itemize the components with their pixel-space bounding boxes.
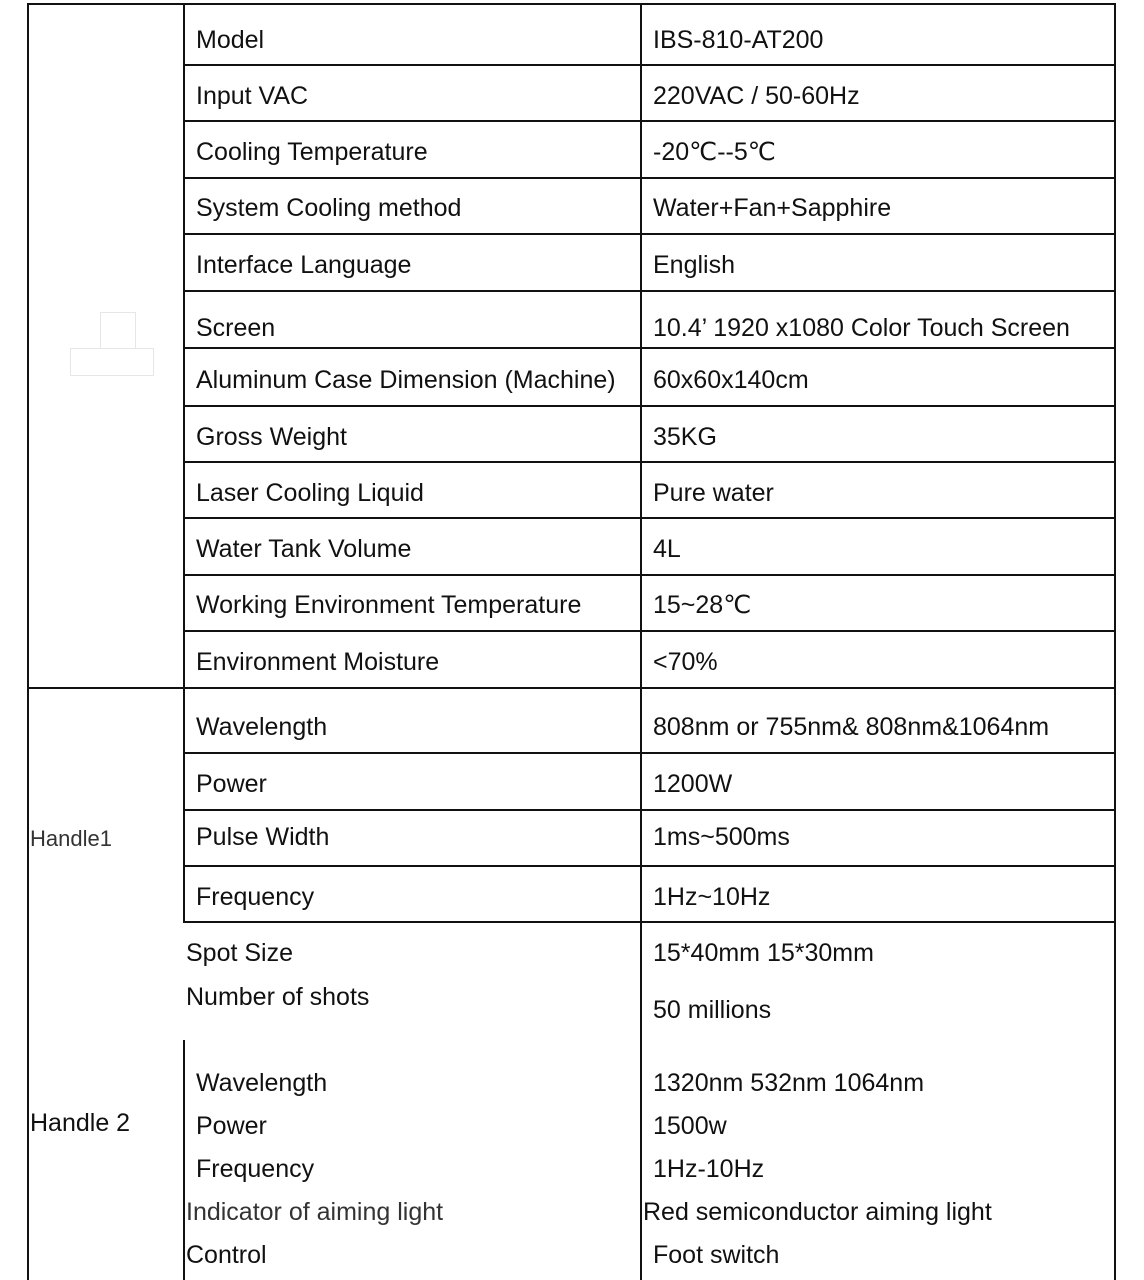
row-value: 35KG	[653, 423, 717, 451]
row-label: System Cooling method	[196, 194, 462, 222]
row-label: Working Environment Temperature	[196, 591, 582, 619]
row-label: Wavelength	[196, 713, 328, 741]
row-label: Pulse Width	[196, 823, 330, 851]
row-value: 1Hz~10Hz	[653, 883, 771, 911]
row-value: IBS-810-AT200	[653, 26, 824, 54]
row-label: Frequency	[196, 883, 315, 911]
row-divider	[183, 809, 1116, 811]
value-column-left-border	[640, 3, 642, 1280]
row-divider	[183, 233, 1116, 235]
row-label: Power	[196, 1112, 267, 1140]
row-value: 50 millions	[653, 996, 772, 1024]
handle1-label: Handle1	[30, 826, 112, 851]
row-divider	[183, 517, 1116, 519]
row-label: Environment Moisture	[196, 648, 440, 676]
row-value: 1500w	[653, 1112, 727, 1140]
row-divider	[183, 177, 1116, 179]
row-divider	[183, 865, 1116, 867]
row-divider	[183, 461, 1116, 463]
row-value: Water+Fan+Sapphire	[653, 194, 892, 222]
row-value: <70%	[653, 648, 718, 676]
row-label: Wavelength	[196, 1069, 328, 1097]
row-label: Laser Cooling Liquid	[196, 479, 424, 507]
row-divider	[183, 120, 1116, 122]
row-divider	[183, 290, 1116, 292]
row-value: 60x60x140cm	[653, 366, 809, 394]
section-divider	[27, 687, 1116, 689]
row-value: 1Hz-10Hz	[653, 1155, 765, 1183]
row-divider	[183, 921, 1116, 923]
row-label: Control	[186, 1241, 267, 1269]
row-label: Screen	[196, 314, 276, 342]
row-label: Input VAC	[196, 82, 309, 110]
row-label: Indicator of aiming light	[186, 1198, 444, 1226]
faint-placeholder-box	[100, 312, 136, 349]
row-divider	[183, 405, 1116, 407]
row-value: 4L	[653, 535, 681, 563]
row-value: 10.4’ 1920 x1080 Color Touch Screen	[653, 314, 1070, 342]
row-label: Frequency	[196, 1155, 315, 1183]
row-divider	[183, 630, 1116, 632]
row-value: 15~28℃	[653, 591, 752, 619]
faint-placeholder-box	[70, 348, 154, 376]
row-label: Water Tank Volume	[196, 535, 412, 563]
row-value: 808nm or 755nm& 808nm&1064nm	[653, 713, 1050, 741]
label-column-left-border-lower	[183, 1040, 185, 1280]
label-column-left-border	[183, 3, 185, 923]
row-label: Spot Size	[186, 939, 294, 967]
row-label: Power	[196, 770, 267, 798]
row-divider	[183, 347, 1116, 349]
row-value: -20℃--5℃	[653, 138, 776, 166]
row-value: 220VAC / 50-60Hz	[653, 82, 860, 110]
row-value: Foot switch	[653, 1241, 780, 1269]
table-left-border	[27, 3, 29, 1280]
row-label: Number of shots	[186, 983, 370, 1011]
row-value: 1200W	[653, 770, 733, 798]
row-label: Aluminum Case Dimension (Machine)	[196, 366, 616, 394]
row-value: Red semiconductor aiming light	[643, 1198, 992, 1226]
table-top-border	[27, 3, 1116, 5]
row-label: Interface Language	[196, 251, 412, 279]
row-divider	[183, 64, 1116, 66]
row-value: English	[653, 251, 735, 279]
row-label: Model	[196, 26, 265, 54]
row-divider	[183, 574, 1116, 576]
row-value: 1320nm 532nm 1064nm	[653, 1069, 925, 1097]
handle2-label: Handle 2	[30, 1109, 131, 1137]
row-value: Pure water	[653, 479, 774, 507]
row-value: 1ms~500ms	[653, 823, 790, 851]
row-label: Cooling Temperature	[196, 138, 428, 166]
row-label: Gross Weight	[196, 423, 347, 451]
row-divider	[183, 752, 1116, 754]
row-value: 15*40mm 15*30mm	[653, 939, 874, 967]
table-right-border	[1114, 3, 1116, 1280]
